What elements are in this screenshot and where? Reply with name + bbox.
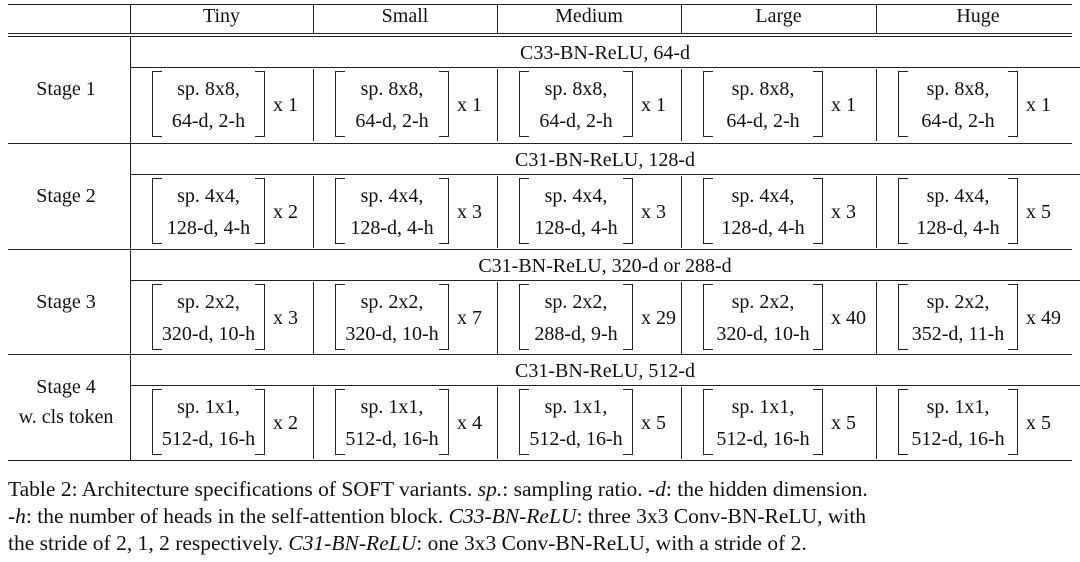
block-sampling: sp. 1x1, — [926, 396, 990, 418]
column-rule — [681, 282, 682, 354]
block-repeat: x 5 — [1026, 412, 1051, 434]
conv-spec: C31-BN-ReLU, 512-d — [515, 360, 695, 382]
column-header-huge: Huge — [956, 5, 1000, 27]
block-repeat: x 1 — [273, 94, 298, 116]
column-rule — [497, 4, 498, 33]
block-sampling: sp. 8x8, — [544, 78, 608, 100]
block-bracket-left — [898, 389, 908, 455]
block-sampling: sp. 2x2, — [926, 291, 990, 313]
caption-text: : one 3x3 Conv-BN-ReLU, with a stride of 2. — [416, 531, 807, 555]
stage-label: w. cls token — [18, 406, 114, 428]
caption-term-c31: C31-BN-ReLU — [288, 531, 417, 555]
block-dims: 64-d, 2-h — [726, 110, 800, 132]
block-repeat: x 4 — [457, 412, 482, 434]
block-bracket-left — [703, 389, 713, 455]
column-rule — [876, 282, 877, 354]
column-rule — [497, 176, 498, 248]
column-rule — [497, 69, 498, 141]
block-bracket-right — [623, 284, 633, 350]
caption-term-c33: C33-BN-ReLU — [448, 504, 577, 528]
block-repeat: x 49 — [1026, 307, 1061, 329]
block-dims: 64-d, 2-h — [921, 110, 995, 132]
column-rule — [681, 176, 682, 248]
block-bracket-left — [519, 284, 529, 350]
block-repeat: x 3 — [457, 201, 482, 223]
block-sampling: sp. 1x1, — [544, 396, 608, 418]
conv-rule — [130, 385, 1080, 386]
block-bracket-left — [335, 71, 345, 137]
block-sampling: sp. 4x4, — [544, 185, 608, 207]
block-bracket-right — [439, 178, 449, 244]
block-bracket-right — [813, 389, 823, 455]
stage-label: Stage 3 — [36, 291, 96, 313]
block-bracket-right — [255, 284, 265, 350]
block-repeat: x 1 — [641, 94, 666, 116]
column-header-tiny: Tiny — [202, 5, 241, 27]
block-dims: 128-d, 4-h — [534, 217, 618, 239]
column-rule — [681, 4, 682, 33]
block-bracket-right — [255, 389, 265, 455]
table-caption — [8, 476, 1072, 557]
block-bracket-left — [898, 178, 908, 244]
block-dims: 512-d, 16-h — [529, 428, 623, 450]
caption-text: : sampling ratio. — [502, 477, 648, 501]
block-bracket-right — [813, 284, 823, 350]
block-sampling: sp. 2x2, — [360, 291, 424, 313]
column-rule — [681, 387, 682, 459]
block-sampling: sp. 4x4, — [177, 185, 240, 207]
block-dims: 128-d, 4-h — [721, 217, 805, 239]
block-bracket-right — [623, 389, 633, 455]
block-sampling: sp. 1x1, — [177, 396, 240, 418]
block-sampling: sp. 8x8, — [360, 78, 424, 100]
stage-row-rule — [8, 354, 1072, 355]
column-rule — [313, 176, 314, 248]
block-repeat: x 5 — [831, 412, 856, 434]
block-repeat: x 2 — [273, 412, 298, 434]
block-bracket-right — [255, 71, 265, 137]
block-bracket-left — [335, 284, 345, 350]
block-repeat: x 5 — [1026, 201, 1051, 223]
block-bracket-left — [703, 284, 713, 350]
block-bracket-right — [439, 71, 449, 137]
block-bracket-right — [1008, 71, 1018, 137]
stage-label: Stage 1 — [36, 78, 96, 100]
caption-text: Table 2: Architecture specifications of SOFT variants. — [8, 477, 478, 501]
block-dims: 352-d, 11-h — [911, 323, 1005, 345]
column-header-large: Large — [755, 5, 802, 27]
header-double-rule — [8, 33, 1072, 37]
caption-line-1 — [8, 476, 1072, 503]
block-sampling: sp. 8x8, — [926, 78, 990, 100]
conv-spec: C33-BN-ReLU, 64-d — [520, 42, 690, 64]
column-rule — [876, 4, 877, 33]
block-bracket-right — [623, 71, 633, 137]
caption-text: : the hidden dimension. — [665, 477, 868, 501]
block-dims: 128-d, 4-h — [350, 217, 434, 239]
column-rule — [876, 387, 877, 459]
block-dims: 512-d, 16-h — [161, 428, 256, 450]
block-dims: 288-d, 9-h — [534, 323, 618, 345]
block-sampling: sp. 4x4, — [731, 185, 795, 207]
block-bracket-left — [519, 178, 529, 244]
block-dims: 128-d, 4-h — [166, 217, 251, 239]
conv-rule — [130, 280, 1080, 281]
stage-label: Stage 4 — [36, 376, 96, 398]
block-bracket-left — [152, 178, 162, 244]
conv-spec: C31-BN-ReLU, 128-d — [515, 149, 695, 171]
block-bracket-right — [255, 178, 265, 244]
stage-label-rule — [130, 37, 131, 460]
block-sampling: sp. 8x8, — [177, 78, 240, 100]
block-sampling: sp. 2x2, — [731, 291, 795, 313]
block-bracket-left — [335, 178, 345, 244]
block-repeat: x 5 — [641, 412, 666, 434]
block-repeat: x 40 — [831, 307, 866, 329]
block-sampling: sp. 8x8, — [731, 78, 795, 100]
block-bracket-left — [703, 178, 713, 244]
caption-text: : the number of heads in the self-attention block. — [25, 504, 449, 528]
block-bracket-right — [1008, 389, 1018, 455]
block-bracket-right — [439, 284, 449, 350]
stage-row-rule — [8, 249, 1072, 250]
block-dims: 512-d, 16-h — [911, 428, 1005, 450]
table-top-rule — [8, 4, 1072, 5]
block-bracket-left — [703, 71, 713, 137]
block-dims: 64-d, 2-h — [355, 110, 429, 132]
caption-text: the stride of 2, 1, 2 respectively. — [8, 531, 289, 555]
caption-text: : three 3x3 Conv-BN-ReLU, with — [576, 504, 867, 528]
caption-term-h: -h — [8, 504, 26, 528]
block-dims: 512-d, 16-h — [345, 428, 439, 450]
column-rule — [313, 69, 314, 141]
block-repeat: x 3 — [831, 201, 856, 223]
block-sampling: sp. 2x2, — [177, 291, 240, 313]
block-bracket-left — [152, 389, 162, 455]
block-repeat: x 3 — [273, 307, 298, 329]
block-dims: 128-d, 4-h — [916, 217, 1000, 239]
block-repeat: x 7 — [457, 307, 482, 329]
block-bracket-left — [335, 389, 345, 455]
block-bracket-left — [898, 71, 908, 137]
column-header-medium: Medium — [555, 5, 623, 27]
block-bracket-right — [1008, 284, 1018, 350]
block-repeat: x 2 — [273, 201, 298, 223]
column-rule — [130, 4, 131, 33]
block-bracket-left — [152, 71, 162, 137]
block-dims: 64-d, 2-h — [171, 110, 246, 132]
caption-line-2 — [8, 503, 1072, 530]
block-dims: 512-d, 16-h — [716, 428, 810, 450]
block-sampling: sp. 4x4, — [926, 185, 990, 207]
column-rule — [313, 282, 314, 354]
block-sampling: sp. 4x4, — [360, 185, 424, 207]
column-rule — [313, 387, 314, 459]
block-sampling: sp. 2x2, — [544, 291, 608, 313]
conv-rule — [130, 67, 1080, 68]
block-bracket-left — [152, 284, 162, 350]
block-dims: 64-d, 2-h — [539, 110, 613, 132]
block-dims: 320-d, 10-h — [345, 323, 439, 345]
caption-term-d: -d — [647, 477, 666, 501]
block-bracket-left — [519, 389, 529, 455]
stage-label: Stage 2 — [36, 185, 96, 207]
caption-line-3 — [8, 530, 1072, 557]
block-bracket-left — [898, 284, 908, 350]
column-rule — [313, 4, 314, 33]
caption-term-sp: sp. — [477, 477, 503, 501]
block-repeat: x 1 — [457, 94, 482, 116]
column-rule — [876, 69, 877, 141]
block-bracket-right — [623, 178, 633, 244]
block-bracket-right — [813, 178, 823, 244]
conv-rule — [130, 174, 1080, 175]
block-repeat: x 3 — [641, 201, 666, 223]
block-repeat: x 1 — [1026, 94, 1051, 116]
block-sampling: sp. 1x1, — [360, 396, 424, 418]
column-rule — [876, 176, 877, 248]
block-bracket-right — [813, 71, 823, 137]
stage-row-rule — [8, 143, 1072, 144]
block-dims: 320-d, 10-h — [716, 323, 810, 345]
block-sampling: sp. 1x1, — [731, 396, 795, 418]
block-repeat: x 29 — [641, 307, 676, 329]
block-repeat: x 1 — [831, 94, 856, 116]
block-bracket-right — [439, 389, 449, 455]
block-bracket-left — [519, 71, 529, 137]
column-header-small: Small — [381, 5, 429, 27]
column-rule — [497, 282, 498, 354]
conv-spec: C31-BN-ReLU, 320-d or 288-d — [478, 255, 732, 277]
column-rule — [497, 387, 498, 459]
block-bracket-right — [1008, 178, 1018, 244]
block-dims: 320-d, 10-h — [161, 323, 256, 345]
column-rule — [681, 69, 682, 141]
table-bottom-rule — [8, 460, 1072, 461]
